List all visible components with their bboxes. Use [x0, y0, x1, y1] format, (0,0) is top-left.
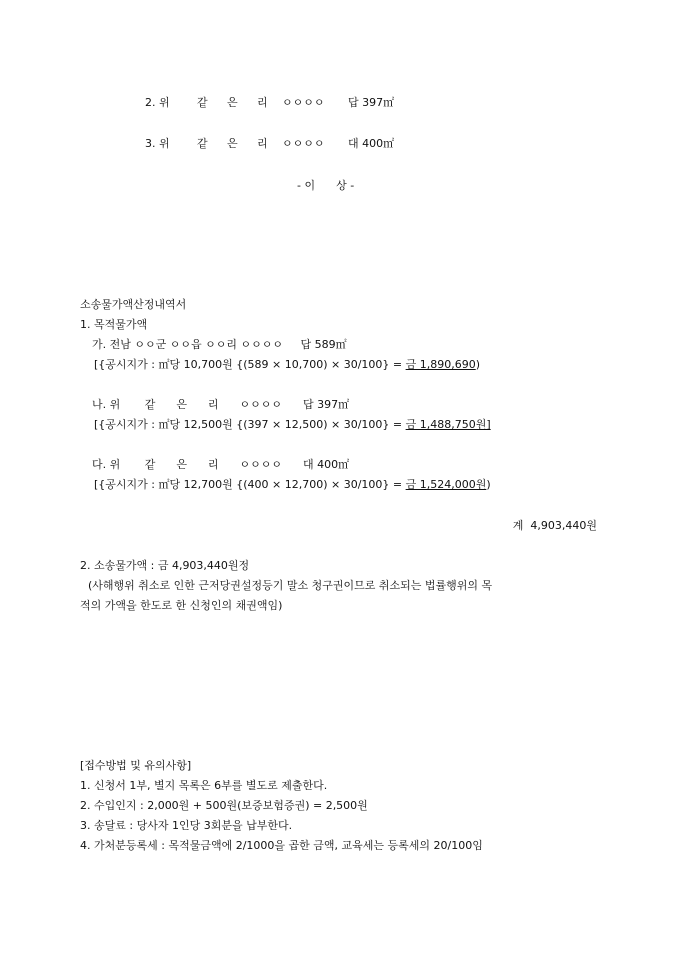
item-address-part: 같 [197, 137, 208, 150]
note-item-4: 4. 가처분등록세 : 목적물금액에 2/1000을 곱한 금액, 교육세는 등록세의 20/100임 [80, 839, 483, 852]
item-na-formula [94, 418, 491, 432]
item-address: 위 [159, 96, 170, 109]
item-da-formula [94, 478, 491, 492]
item-number: 3. [145, 137, 156, 150]
item-ga-line: 가. 전남 ㅇㅇ군 ㅇㅇ읍 ㅇㅇ리 ㅇㅇㅇㅇ 답 589㎡ [92, 338, 347, 351]
formula-close: ) [475, 358, 481, 371]
notes-heading: [접수방법 및 유의사항] [80, 759, 192, 772]
formula-text: [{공시지가 : ㎡당 12,500원 {(397 × 12,500) × 30/100} = [94, 418, 406, 431]
calc-title: 소송물가액산정내역서 [80, 298, 187, 311]
section-2-note-2: 적의 가액을 한도로 한 신청인의 채권액임) [80, 599, 283, 612]
section-1-heading: 1. 목적물가액 [80, 318, 148, 331]
note-item-2: 2. 수입인지 : 2,000원 + 500원(보증보험증권) = 2,500원 [80, 799, 368, 812]
item-address-part: 은 [227, 96, 238, 109]
item-lot-number: ㅇㅇㅇㅇ [282, 137, 325, 150]
item-da-line: 다. 위 같 은 리 ㅇㅇㅇㅇ 대 400㎡ [92, 458, 350, 471]
item-address-part: 리 [257, 137, 268, 150]
item-address: 위 [159, 137, 170, 150]
section-2-note-1: (사해행위 취소로 인한 근저당권설정등기 말소 청구권이므로 취소되는 법률행위의 목 [88, 579, 493, 592]
note-item-1: 1. 신청서 1부, 별지 목록은 6부를 별도로 제출한다. [80, 779, 328, 792]
formula-amount: 금 1,488,750원] [405, 418, 491, 431]
formula-text: [{공시지가 : ㎡당 10,700원 {(589 × 10,700) × 30/100} = [94, 358, 406, 371]
property-item-3 [145, 137, 394, 151]
section-2-heading: 2. 소송물가액 : 금 4,903,440원정 [80, 559, 250, 572]
item-land: 답 397㎡ [348, 96, 395, 109]
item-address-part: 같 [197, 96, 208, 109]
item-ga-formula [94, 358, 480, 372]
item-address-part: 은 [227, 137, 238, 150]
property-item-2 [145, 96, 394, 110]
end-mark: - 이 상 - [297, 179, 355, 192]
item-number: 2. [145, 96, 156, 109]
item-lot-number: ㅇㅇㅇㅇ [282, 96, 325, 109]
item-address-part: 리 [257, 96, 268, 109]
item-land: 대 400㎡ [348, 137, 395, 150]
formula-amount: 금 1,524,000원 [405, 478, 487, 491]
item-na-line: 나. 위 같 은 리 ㅇㅇㅇㅇ 답 397㎡ [92, 398, 350, 411]
note-item-3: 3. 송달료 : 당사자 1인당 3회분을 납부한다. [80, 819, 293, 832]
formula-amount: 금 1,890,690 [405, 358, 476, 371]
formula-close: ) [486, 478, 491, 491]
formula-text: [{공시지가 : ㎡당 12,700원 {(400 × 12,700) × 30/100} = [94, 478, 406, 491]
total-line: 계 4,903,440원 [512, 519, 597, 532]
